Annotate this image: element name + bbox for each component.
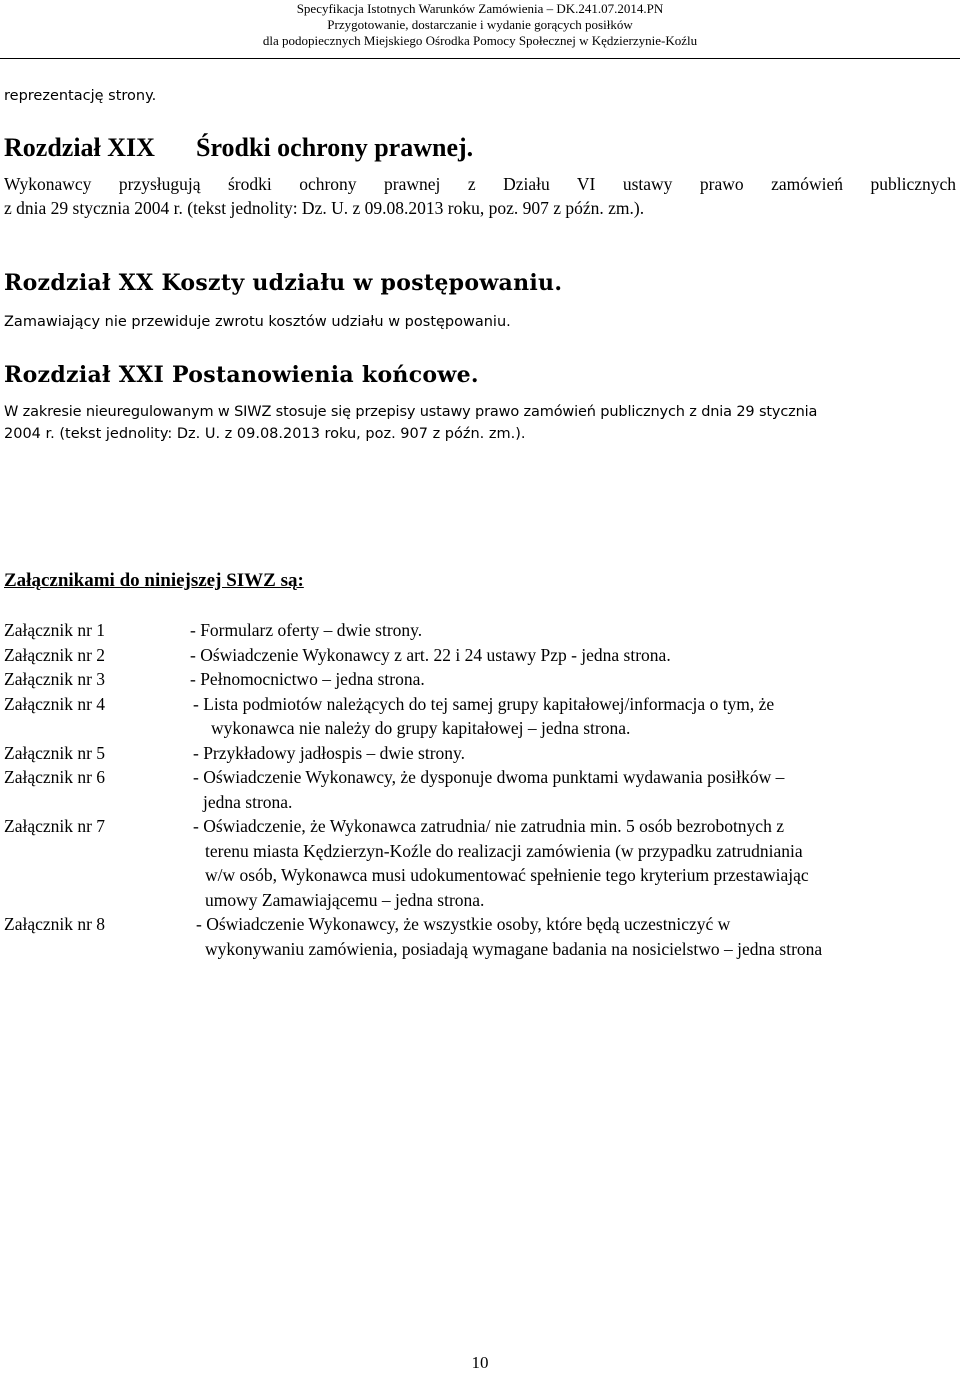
attachment-desc-7-line4: umowy Zamawiającemu – jedna strona.	[205, 890, 485, 910]
intro-fragment: reprezentację strony.	[4, 88, 157, 104]
attachment-desc-6-line2: jedna strona.	[203, 792, 293, 812]
header-line-1: Specyfikacja Istotnych Warunków Zamówienia – DK.241.07.2014.PN	[296, 1, 664, 16]
chapter19-title: Środki ochrony prawnej.	[196, 133, 474, 162]
attachment-label-6: Załącznik nr 6	[4, 767, 106, 787]
attachment-label-4: Załącznik nr 4	[4, 694, 106, 714]
chapter21-heading: Rozdział XXI Postanowienia końcowe.	[4, 362, 479, 388]
attachment-desc-5: - Przykładowy jadłospis – dwie strony.	[193, 743, 466, 763]
chapter21-text-line1: W zakresie nieuregulowanym w SIWZ stosuje się przepisy ustawy prawo zamówień publicznych z dnia 29 stycznia	[4, 404, 818, 420]
header-divider	[0, 58, 960, 59]
chapter19-text-line2: z dnia 29 stycznia 2004 r. (tekst jednolity: Dz. U. z 09.08.2013 roku, poz. 907 z późn. zm.).	[4, 198, 645, 218]
attachment-desc-7-line3: w/w osób, Wykonawca musi udokumentować spełnienie tego kryterium przestawiając	[205, 865, 809, 885]
attachment-label-3: Załącznik nr 3	[4, 669, 106, 689]
attachment-label-1: Załącznik nr 1	[4, 620, 106, 640]
attachment-desc-7-line1: - Oświadczenie, że Wykonawca zatrudnia/ nie zatrudnia min. 5 osób bezrobotnych z	[193, 816, 784, 836]
attachment-desc-2: - Oświadczenie Wykonawcy z art. 22 i 24 ustawy Pzp - jedna strona.	[190, 645, 671, 665]
attachment-desc-1: - Formularz oferty – dwie strony.	[190, 620, 423, 640]
attachment-desc-8-line2: wykonywaniu zamówienia, posiadają wymagane badania na nosicielstwo – jedna strona	[205, 939, 823, 959]
attachment-label-8: Załącznik nr 8	[4, 914, 106, 934]
chapter20-text: Zamawiający nie przewiduje zwrotu kosztów udziału w postępowaniu.	[4, 314, 511, 330]
attachments-heading: Załącznikami do niniejszej SIWZ są:	[4, 570, 304, 591]
chapter21-text-line2: 2004 r. (tekst jednolity: Dz. U. z 09.08.2013 roku, poz. 907 z późn. zm.).	[4, 426, 526, 442]
header-line-2: Przygotowanie, dostarczanie i wydanie gorących posiłków	[327, 17, 633, 32]
chapter20-heading: Rozdział XX Koszty udziału w postępowaniu.	[4, 270, 563, 296]
attachment-desc-6-line1: - Oświadczenie Wykonawcy, że dysponuje dwoma punktami wydawania posiłków –	[193, 767, 785, 787]
attachment-label-7: Załącznik nr 7	[4, 816, 106, 836]
chapter19-number: Rozdział XIX	[4, 133, 155, 162]
attachment-desc-7-line2: terenu miasta Kędzierzyn-Koźle do realizacji zamówienia (w przypadku zatrudniania	[205, 841, 803, 861]
chapter19-text-line1: Wykonawcy przysługują środki ochrony prawnej z Działu VI ustawy prawo zamówień publicznych	[4, 174, 956, 194]
attachment-desc-3: - Pełnomocnictwo – jedna strona.	[190, 669, 425, 689]
attachment-label-2: Załącznik nr 2	[4, 645, 106, 665]
header-line-3: dla podopiecznych Miejskiego Ośrodka Pomocy Społecznej w Kędzierzynie-Koźlu	[262, 33, 698, 48]
attachment-desc-8-line1: - Oświadczenie Wykonawcy, że wszystkie osoby, które będą uczestniczyć w	[196, 914, 731, 934]
attachment-desc-4-line1: - Lista podmiotów należących do tej samej grupy kapitałowej/informacja o tym, że	[193, 694, 775, 714]
attachment-label-5: Załącznik nr 5	[4, 743, 106, 763]
page-number: 10	[471, 1353, 489, 1372]
attachment-desc-4-line2: wykonawca nie należy do grupy kapitałowej – jedna strona.	[211, 718, 631, 738]
